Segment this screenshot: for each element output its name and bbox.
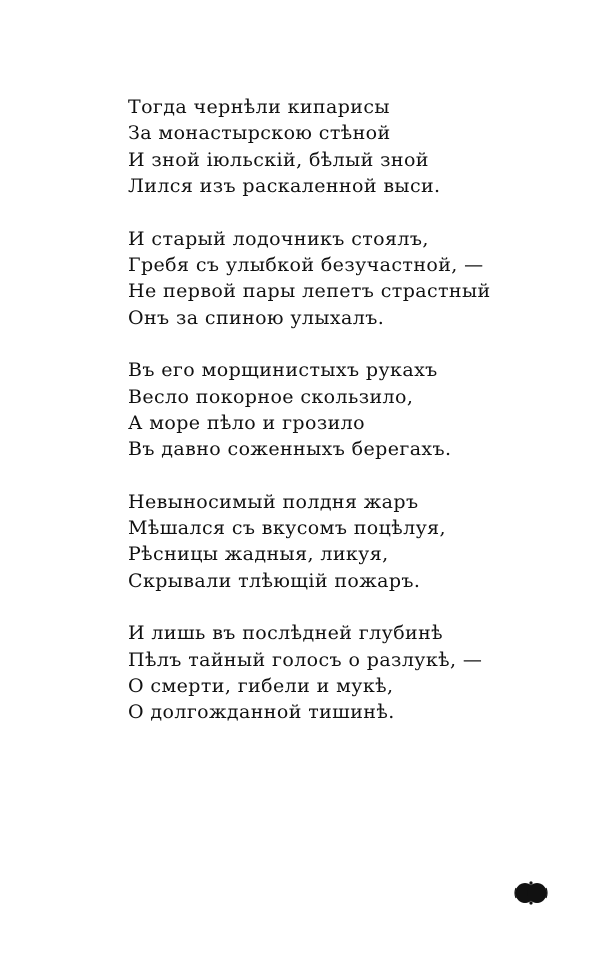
poem-line: Лился изъ раскаленной выси. bbox=[128, 175, 441, 198]
poem-line: Пѣлъ тайный голосъ о разлукѣ, — bbox=[128, 648, 483, 671]
poem-line: И зной іюльскій, бѣлый зной bbox=[128, 148, 429, 171]
poem-line: Скрывали тлѣющій пожаръ. bbox=[128, 569, 421, 592]
poem-line: И старый лодочникъ стоялъ, bbox=[128, 227, 429, 250]
poem-line: Гребя съ улыбкой безучастной, — bbox=[128, 253, 484, 276]
poem-line: Онъ за спиною улыхалъ. bbox=[128, 306, 385, 329]
stanza-4 bbox=[128, 489, 568, 595]
poem-line: Мѣшался съ вкусомъ поцѣлуя, bbox=[128, 517, 447, 540]
poem-line: Не первой пары лепетъ страстный bbox=[128, 280, 491, 303]
poem-line: А море пѣло и грозило bbox=[128, 411, 365, 434]
poem-line: О долгожданной тишинѣ. bbox=[128, 701, 395, 724]
poem bbox=[128, 94, 568, 752]
poem-line: О смерти, гибели и мукѣ, bbox=[128, 675, 394, 698]
poem-line: Тогда чернѣли кипарисы bbox=[128, 96, 390, 118]
stanza-1 bbox=[128, 94, 568, 200]
stanza-3 bbox=[128, 357, 568, 463]
poem-line: Весло покорное скользило, bbox=[128, 385, 414, 408]
stanza-5 bbox=[128, 620, 568, 726]
poem-line: Въ давно соженныхъ берегахъ. bbox=[128, 438, 452, 461]
stanza-2 bbox=[128, 226, 568, 332]
fleuron-ornament-icon bbox=[514, 880, 548, 906]
poem-line: Въ его морщинистыхъ рукахъ bbox=[128, 359, 438, 382]
poem-line: Рѣсницы жадныя, ликуя, bbox=[128, 543, 389, 566]
poem-line: Невыносимый полдня жаръ bbox=[128, 490, 419, 513]
poem-line: За монастырскою стѣной bbox=[128, 122, 391, 145]
poem-line: И лишь въ послѣдней глубинѣ bbox=[128, 622, 444, 645]
